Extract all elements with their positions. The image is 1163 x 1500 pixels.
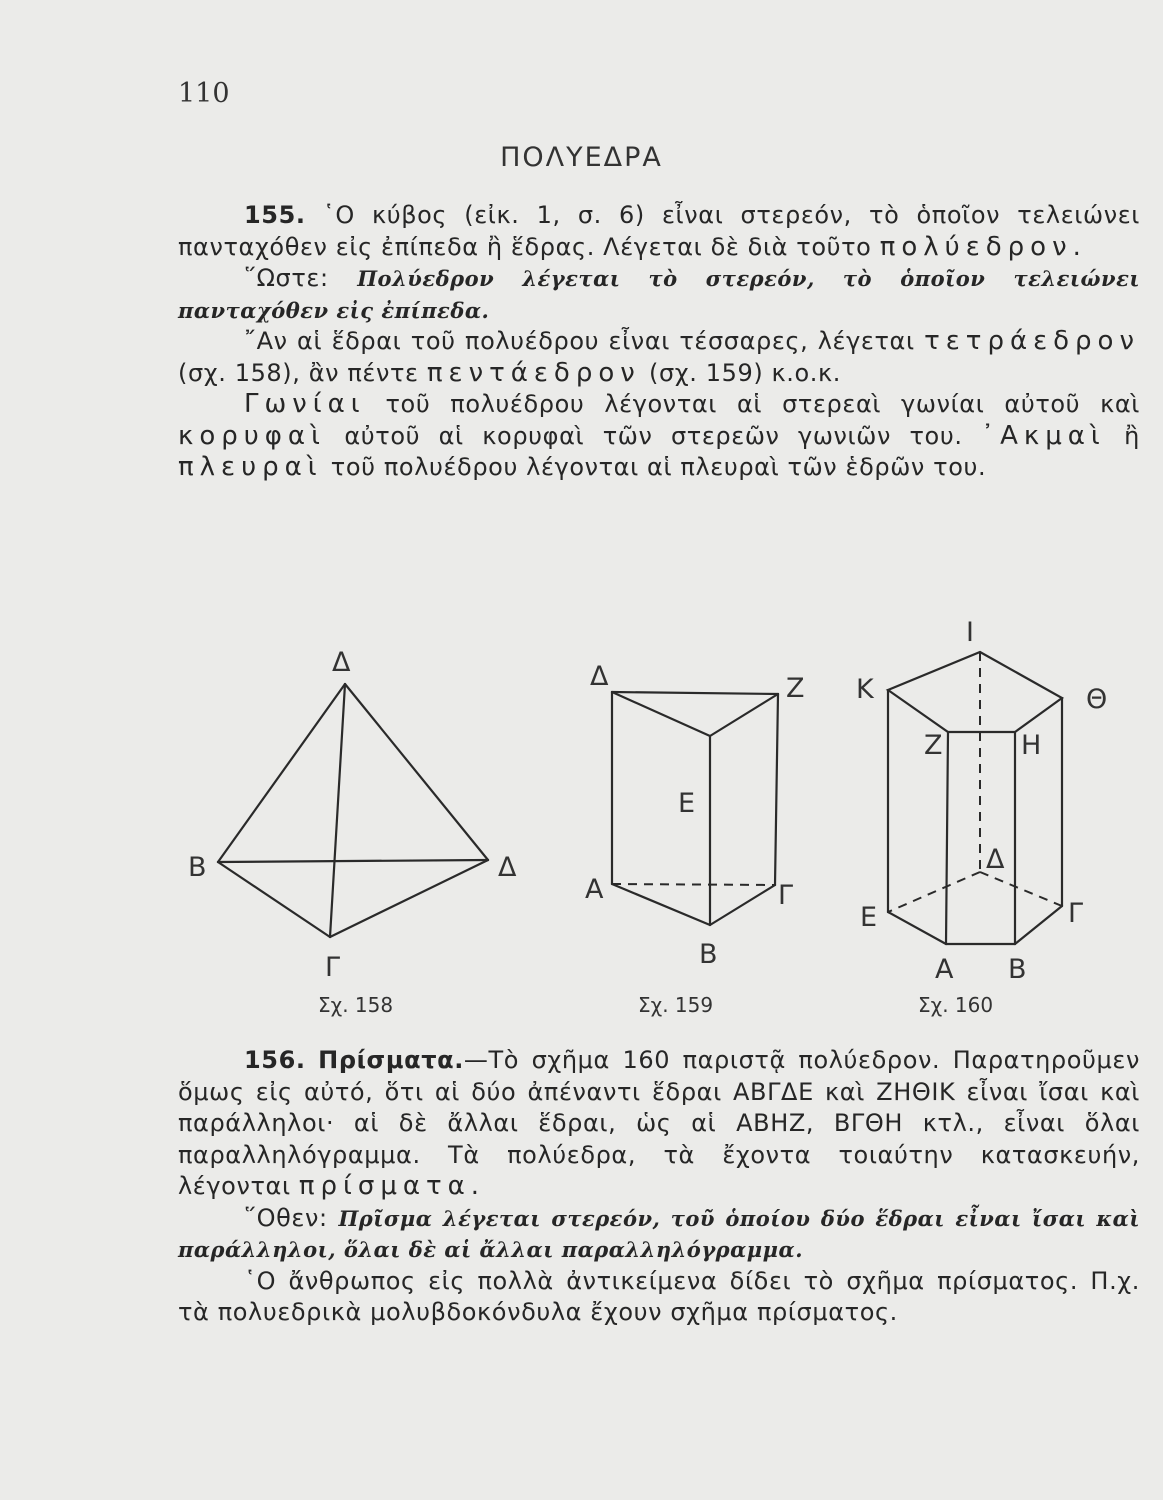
text-run: ῞Ωστε:	[244, 264, 358, 292]
vertex-label: Δ	[590, 661, 609, 692]
term-sides: πλευραὶ	[178, 452, 323, 482]
vertex-label: Ζ	[924, 730, 943, 761]
text-run: ῞Οθεν:	[244, 1203, 339, 1232]
term-pentahedron: πεντάεδρον	[426, 357, 641, 388]
figure-160-pentagonal-prism	[856, 617, 1107, 1017]
figure-caption: Σχ. 158	[318, 993, 394, 1017]
vertex-label: Δ	[986, 844, 1005, 875]
vertex-label: Ε	[678, 788, 696, 819]
section-number: 155.	[244, 201, 306, 229]
section-title: Πρίσματα.	[318, 1046, 464, 1074]
text-run: ἢ	[1105, 421, 1140, 450]
vertex-label: Κ	[856, 674, 874, 705]
text-run: ῾Ο κύβος (εἰκ. 1, σ. 6) εἶναι στερεόν, τὸ ὁποῖον τελειώνει πανταχόθεν εἰς ἐπίπεδα ἢ ἕδρας. Λέγεται δὲ διὰ τοῦτο	[178, 201, 1140, 261]
section-156	[178, 1045, 1140, 1329]
text-run: τοῦ πολυέδρου λέγονται αἱ στερεαὶ γωνίαι αὐτοῦ καὶ	[365, 390, 1140, 418]
term-angles: Γωνίαι	[244, 389, 366, 419]
vertex-label: Β	[699, 939, 718, 970]
vertex-label: Η	[1021, 730, 1042, 761]
vertex-label: Γ	[1068, 898, 1084, 929]
term-tetrahedron: τετράεδρον	[924, 326, 1140, 356]
text-run: ῎Αν αἱ ἕδραι τοῦ πολυέδρου εἶναι τέσσαρες, λέγεται	[244, 327, 925, 355]
paragraph-prisms	[178, 1045, 1140, 1203]
vertex-label: Β	[1008, 954, 1027, 985]
vertex-label: Ε	[860, 902, 878, 933]
vertex-label: Ι	[966, 617, 974, 648]
figure-159-prism	[585, 661, 805, 1017]
vertex-label: Θ	[1086, 684, 1108, 715]
vertex-label: Γ	[325, 952, 341, 983]
running-title: ΠΟΛΥΕΔΡΑ	[500, 142, 663, 173]
vertex-label: Β	[188, 852, 207, 883]
section-number: 156.	[244, 1046, 306, 1074]
text-run: τοῦ πολυέδρου λέγονται αἱ πλευραὶ τῶν ἑδρῶν του.	[322, 453, 987, 481]
text-run: (σχ. 158), ἂν πέντε	[178, 358, 427, 387]
text-run: —Τὸ σχῆμα 160 παριστᾷ πολύεδρον. Παρατηροῦμεν ὅμως εἰς αὐτό, ὅτι αἱ δύο ἀπέναντι ἕδραι ΑΒΓΔΕ καὶ ΖΗΘΙΚ εἶναι ἴσαι καὶ παράλληλοι· αἱ δὲ ἄλλαι ἕδραι, ὡς αἱ ΑΒΗΖ, ΒΓΘΗ κτλ., εἶναι ὅλαι παραλληλόγραμμα. Τὰ πολύεδρα, τὰ ἔχοντα τοιαύτην κατασκευήν, λέγονται	[178, 1046, 1140, 1200]
term-vertices: κορυφαὶ	[178, 420, 326, 451]
definition-prism: Πρῖσμα λέγεται στερεόν, τοῦ ὁποίου δύο ἕδραι εἶναι ἴσαι καὶ παράλληλοι, ὅλαι δὲ αἱ ἄλλαι παραλληλόγραμμα.	[178, 1205, 1140, 1262]
term-polyhedron: πολύεδρον.	[879, 231, 1087, 262]
term-prisms: πρίσματα.	[298, 1171, 486, 1201]
definition-polyhedron: Πολύεδρον λέγεται τὸ στερεόν, τὸ ὁποῖον τελειώνει πανταχόθεν εἰς ἐπίπεδα.	[178, 266, 1140, 323]
text-run: (σχ. 159) κ.ο.κ.	[640, 358, 841, 387]
vertex-label: Α	[935, 954, 954, 985]
paragraph-examples	[178, 1266, 1140, 1329]
text-run: ῾Ο ἄνθρωπος εἰς πολλὰ ἀντικείμενα δίδει τὸ σχῆμα πρίσματος. Π.χ. τὰ πολυεδρικὰ μολυβδοκόνδυλα ἔχουν σχῆμα πρίσματος.	[178, 1266, 1140, 1326]
figure-158-tetrahedron	[188, 647, 517, 1017]
figure-caption: Σχ. 159	[638, 993, 714, 1017]
page-number: 110	[178, 78, 230, 109]
figure-caption: Σχ. 160	[918, 993, 994, 1017]
vertex-label: Ζ	[786, 673, 805, 704]
vertex-label: Α	[585, 874, 604, 905]
vertex-label: Δ	[498, 852, 517, 883]
term-edges: ᾿Ακμαὶ	[981, 420, 1106, 451]
vertex-label: Δ	[332, 647, 351, 678]
text-run: αὐτοῦ αἱ κορυφαὶ τῶν στερεῶν γωνιῶν του.	[325, 421, 982, 450]
vertex-label: Γ	[778, 880, 794, 911]
paragraph-definition	[178, 1203, 1140, 1266]
